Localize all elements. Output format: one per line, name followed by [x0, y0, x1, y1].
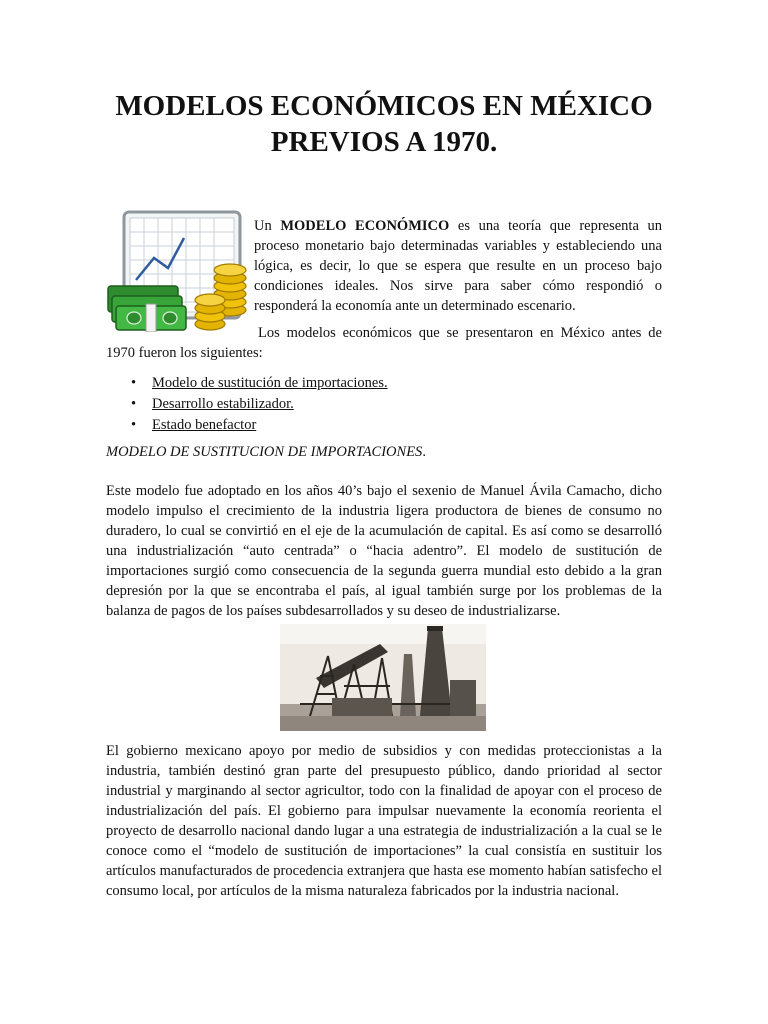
- chart-money-icon: [106, 210, 248, 332]
- factory-photo: [280, 624, 486, 731]
- list-item: [106, 415, 388, 436]
- section-heading: [106, 444, 426, 461]
- section-heading-period: .: [422, 444, 426, 460]
- bullet-icon: •: [131, 375, 137, 391]
- model-link[interactable]: Estado benefactor: [152, 417, 257, 433]
- paragraph-1: Este modelo fue adoptado en los años 40’s bajo el sexenio de Manuel Ávila Camacho, dicho modelo impulso el crecimiento de la industria ligera productora de bienes de consumo no duradero, lo cual se convirtió en el eje de la acumulación de capital. Es así como se desarrolló una industrialización “auto centrada” o “hacia adentro”. El modelo de sustitución de importaciones surgió como consecuencia de la segunda guerra mundial esto debido a la gran depresión por la que se encontraba el país, al igual también surge por los problemas de la balanza de pagos de los países subdesarrollados y su deseo de industrializarse.: [106, 483, 662, 619]
- bullet-icon: •: [131, 417, 137, 433]
- title-line-1: MODELOS ECONÓMICOS EN MÉXICO: [115, 90, 653, 122]
- model-link[interactable]: Modelo de sustitución de importaciones.: [152, 375, 388, 391]
- intro-rest: es una teoría que representa un proceso monetario bajo determinadas variables y estableciendo una lógica, es decir, lo que se espera que resulte en un proceso bajo condiciones ideales. Nos sirve para saber cómo respondió o responderá la economía ante un determinado escenario.: [254, 218, 663, 314]
- section-heading-text: MODELO DE SUSTITUCION DE IMPORTACIONES: [106, 444, 423, 460]
- title-line-2: PREVIOS A 1970.: [270, 126, 498, 158]
- list-item: [106, 373, 388, 394]
- model-link[interactable]: Desarrollo estabilizador.: [152, 396, 294, 412]
- intro-paragraph: [254, 216, 662, 316]
- models-list: [106, 373, 388, 436]
- intro-term: MODELO ECONÓMICO: [280, 218, 450, 234]
- document-title: [60, 88, 708, 160]
- models-intro-paragraph: [106, 323, 662, 363]
- bullet-icon: •: [131, 396, 137, 412]
- intro-lead: Un: [254, 218, 281, 234]
- paragraph-2: El gobierno mexicano apoyo por medio de subsidios y con medidas proteccionistas a la industria, también destinó gran parte del presupuesto público, dando prioridad al sector industrial y marginando al sector agricultor, todo con la finalidad de apoyar con el proceso de industrialización del país. El gobierno para impulsar nuevamente la economía reorienta el proyecto de desarrollo nacional dando lugar a una estrategia de industrialización a la cual se le conoce como el “modelo de sustitución de importaciones” la cual consistía en sustituir los artículos manufacturados de procedencia extranjera que hasta ese momento habían satisfecho el consumo local, por artículos de la misma naturaleza fabricados por la industria nacional.: [106, 743, 662, 899]
- list-item: [106, 394, 388, 415]
- models-intro-text: Los modelos económicos que se presentaron en México antes de 1970 fueron los siguientes:: [106, 325, 662, 361]
